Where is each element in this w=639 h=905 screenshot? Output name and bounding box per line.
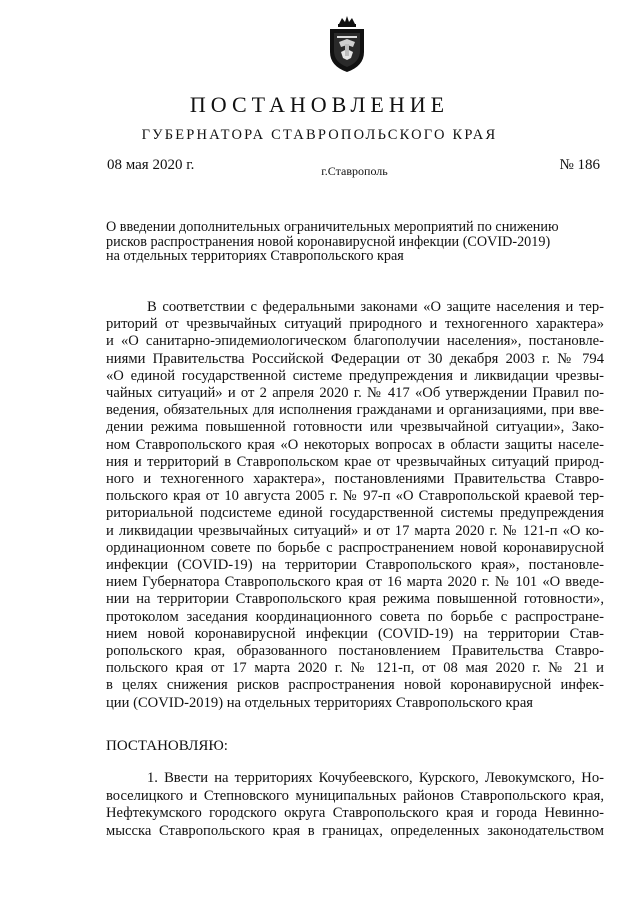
document-number: № 186 [559, 157, 600, 173]
paragraph-line: ниями Правительства Российской Федерации от 30 декабря 2003 г. № 794 [106, 350, 604, 367]
paragraph-line: риторий от чрезвычайных ситуаций природного и техногенного характера» [106, 316, 604, 333]
subject-line: на отдельных территориях Ставропольского края [106, 248, 404, 264]
paragraph-line: польского края от 10 августа 2005 г. № 97-п «О Ставропольской краевой тер- [106, 488, 604, 505]
paragraph-line: мысска Ставропольского края в границах, определенных законодательством [106, 822, 604, 839]
paragraph-line: чайных ситуаций» и от 2 апреля 2020 г. № 417 «Об утверждении Правил по- [106, 385, 604, 402]
paragraph-line: и «О санитарно-эпидемиологическом благополучии населения», постановле- [106, 333, 604, 350]
preamble-paragraph [106, 299, 604, 712]
paragraph-line: нии на территории Ставропольского края режима повышенной готовности», [106, 591, 604, 608]
paragraph-line: дении режима повышенной готовности или чрезвычайной ситуации», Зако- [106, 419, 604, 436]
coat-of-arms-emblem-icon [325, 14, 369, 74]
paragraph-line: ординационном совете по борьбе с распространением новой коронавирусной [106, 539, 604, 556]
paragraph-line: нием новой коронавирусной инфекции (COVID-19) на территории Став- [106, 625, 604, 642]
paragraph-line: ведения, обязательных для исполнения гражданами и организациями, при вве- [106, 402, 604, 419]
paragraph-line: Нефтекумского городского округа Ставропольского края и города Невинно- [106, 805, 604, 822]
paragraph-line: ции (COVID-2019) на отдельных территориях Ставропольского края [106, 694, 534, 711]
paragraph-line: ния и территорий в Ставропольском крае от чрезвычайных ситуаций природ- [106, 453, 604, 470]
point-1-paragraph [106, 770, 604, 840]
paragraph-line: протоколом заседания координационного совета по борьбе с распростране- [106, 608, 604, 625]
paragraph-line: «О единой государственной системе предупреждения и ликвидации чрезвы- [106, 367, 604, 384]
document-subtitle: ГУБЕРНАТОРА СТАВРОПОЛЬСКОГО КРАЯ [141, 127, 498, 143]
paragraph-line: польского края от 17 марта 2020 г. № 121-п, от 08 мая 2020 г. № 21 и [106, 660, 604, 677]
paragraph-line: инфекции (COVID-19) на территории Ставропольского края», постановле- [106, 557, 604, 574]
resolve-heading: ПОСТАНОВЛЯЮ: [106, 738, 228, 754]
paragraph-line: риториальной подсистеме единой государственной системы предупреждения [106, 505, 604, 522]
paragraph-line: воселицкого и Степновского муниципальных районов Ставропольского края, [106, 787, 604, 804]
subject-line: рисков распространения новой коронавирусной инфекции (COVID-2019) [106, 233, 551, 250]
paragraph-line: и ликвидации чрезвычайных ситуаций» и от 17 марта 2020 г. № 121-п «О ко- [106, 522, 604, 539]
paragraph-line: 1. Ввести на территориях Кочубеевского, Курского, Левокумского, Но- [147, 770, 604, 786]
paragraph-line: нием Губернатора Ставропольского края от 16 марта 2020 г. № 101 «О введе- [106, 574, 604, 591]
document-date: 08 мая 2020 г. [107, 157, 195, 173]
paragraph-line: ного и техногенного характера», постановлениями Правительства Ставро- [106, 471, 604, 488]
document-title: ПОСТАНОВЛЕНИЕ [189, 92, 450, 117]
document-city: г.Ставрополь [321, 164, 388, 178]
subject-line: О введении дополнительных ограничительных мероприятий по снижению [106, 219, 559, 235]
document-subject [106, 220, 604, 264]
paragraph-line: ном Ставропольского края «О некоторых вопросах в области защиты населе- [106, 436, 604, 453]
paragraph-line: в целях снижения рисков распространения новой коронавирусной инфек- [106, 677, 604, 694]
paragraph-line: В соответствии с федеральными законами «О защите населения и тер- [147, 299, 604, 315]
paragraph-line: ропольского края, образованного постановлением Правительства Ставро- [106, 643, 604, 660]
